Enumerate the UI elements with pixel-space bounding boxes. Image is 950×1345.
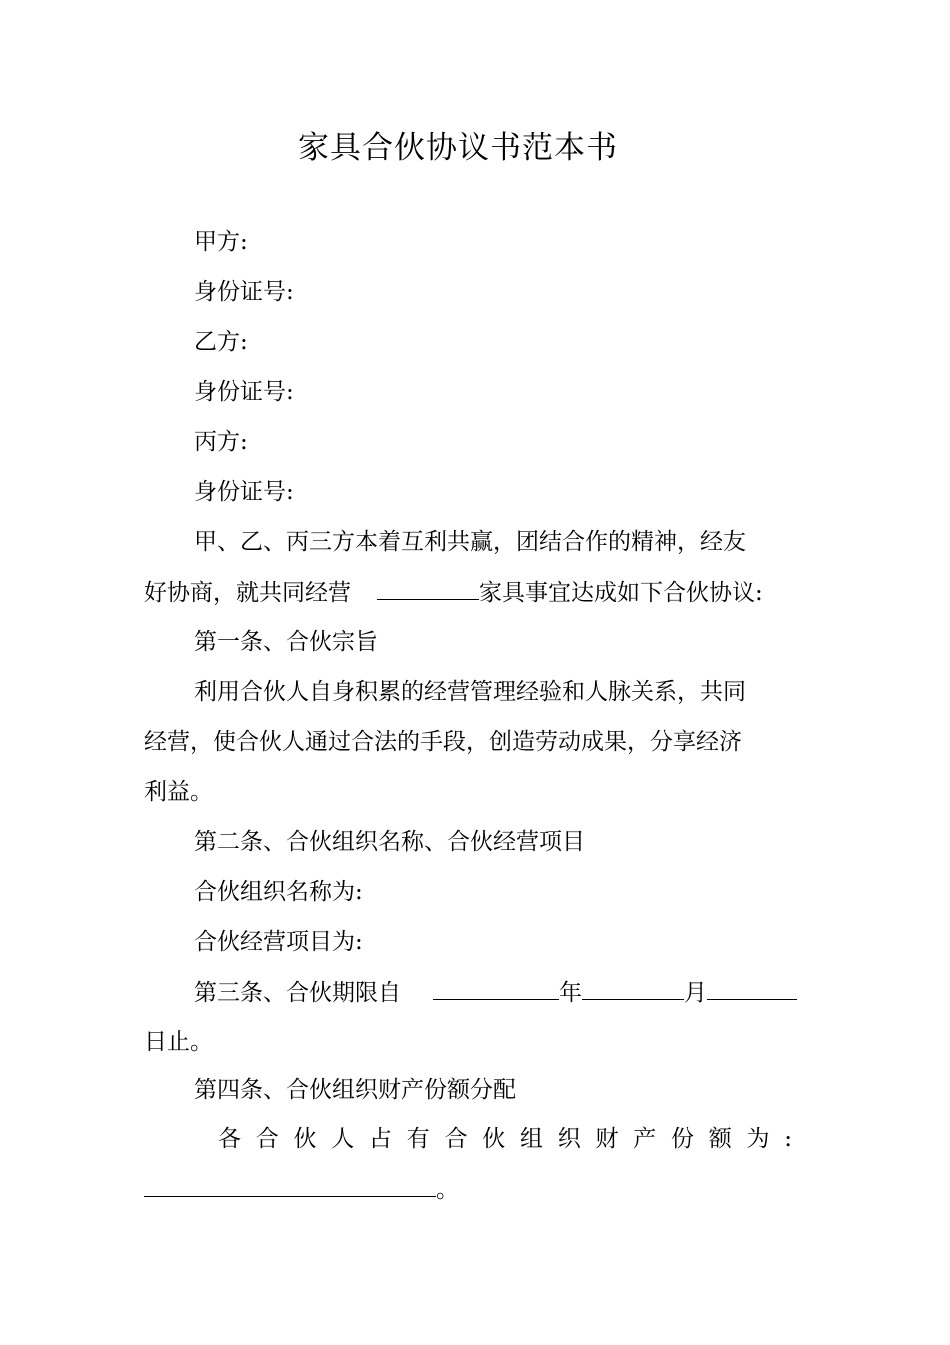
article-2-heading: 第二条、合伙组织名称、合伙经营项目 bbox=[194, 829, 585, 855]
share-char: 有 bbox=[406, 1126, 430, 1152]
article-4-blank-line bbox=[144, 1174, 459, 1205]
article-3-text: 第三条、合伙期限自 bbox=[194, 980, 401, 1006]
article-1-heading: 第一条、合伙宗旨 bbox=[194, 629, 378, 655]
share-char: 合 bbox=[255, 1126, 279, 1152]
share-amount-blank bbox=[144, 1174, 436, 1197]
document-title: 家具合伙协议书范本书 bbox=[298, 130, 618, 166]
business-name-blank bbox=[377, 577, 479, 600]
party-b-label: 乙方: bbox=[194, 329, 248, 355]
month-label: 月 bbox=[684, 980, 707, 1006]
share-char: 产 bbox=[633, 1126, 657, 1152]
share-char: 伙 bbox=[293, 1126, 317, 1152]
article-1-line-1: 利用合伙人自身积累的经营管理经验和人脉关系，共同 bbox=[194, 679, 746, 705]
share-char: 各 bbox=[218, 1126, 241, 1152]
share-char: 占 bbox=[369, 1126, 392, 1152]
share-char: 组 bbox=[520, 1126, 543, 1152]
article-1-line-3: 利益。 bbox=[144, 779, 213, 805]
article-3-end: 日止。 bbox=[144, 1029, 213, 1055]
share-char: : bbox=[784, 1126, 792, 1152]
party-a-label: 甲方: bbox=[194, 229, 248, 255]
party-b-id-label: 身份证号: bbox=[194, 379, 294, 405]
share-char: 织 bbox=[557, 1126, 581, 1152]
article-3-line bbox=[194, 977, 797, 1008]
party-c-label: 丙方: bbox=[194, 429, 248, 455]
share-char: 财 bbox=[595, 1126, 619, 1152]
party-c-id-label: 身份证号: bbox=[194, 479, 294, 505]
party-a-id-label: 身份证号: bbox=[194, 279, 294, 305]
intro-line-2 bbox=[144, 577, 763, 608]
share-char: 份 bbox=[671, 1126, 694, 1152]
year-label: 年 bbox=[559, 980, 582, 1006]
share-char: 合 bbox=[444, 1126, 468, 1152]
article-2-org-name: 合伙组织名称为: bbox=[194, 879, 363, 905]
day-blank bbox=[707, 977, 797, 1000]
share-char: 额 bbox=[708, 1126, 732, 1152]
start-year-blank bbox=[433, 977, 559, 1000]
article-2-project: 合伙经营项目为: bbox=[194, 929, 363, 955]
intro-line-2-text: 好协商，就共同经营 bbox=[144, 580, 351, 606]
article-4-share-line bbox=[218, 1124, 792, 1154]
share-end-mark: 。 bbox=[436, 1177, 459, 1203]
share-char: 伙 bbox=[482, 1126, 506, 1152]
article-4-heading: 第四条、合伙组织财产份额分配 bbox=[194, 1077, 516, 1103]
article-1-line-2: 经营，使合伙人通过合法的手段，创造劳动成果，分享经济 bbox=[144, 729, 742, 755]
share-char: 人 bbox=[331, 1126, 355, 1152]
share-char: 为 bbox=[746, 1126, 770, 1152]
month-blank bbox=[582, 977, 684, 1000]
intro-line-1: 甲、乙、丙三方本着互利共赢，团结合作的精神，经友 bbox=[194, 529, 746, 555]
intro-line-2-suffix: 家具事宜达成如下合伙协议: bbox=[479, 580, 763, 606]
